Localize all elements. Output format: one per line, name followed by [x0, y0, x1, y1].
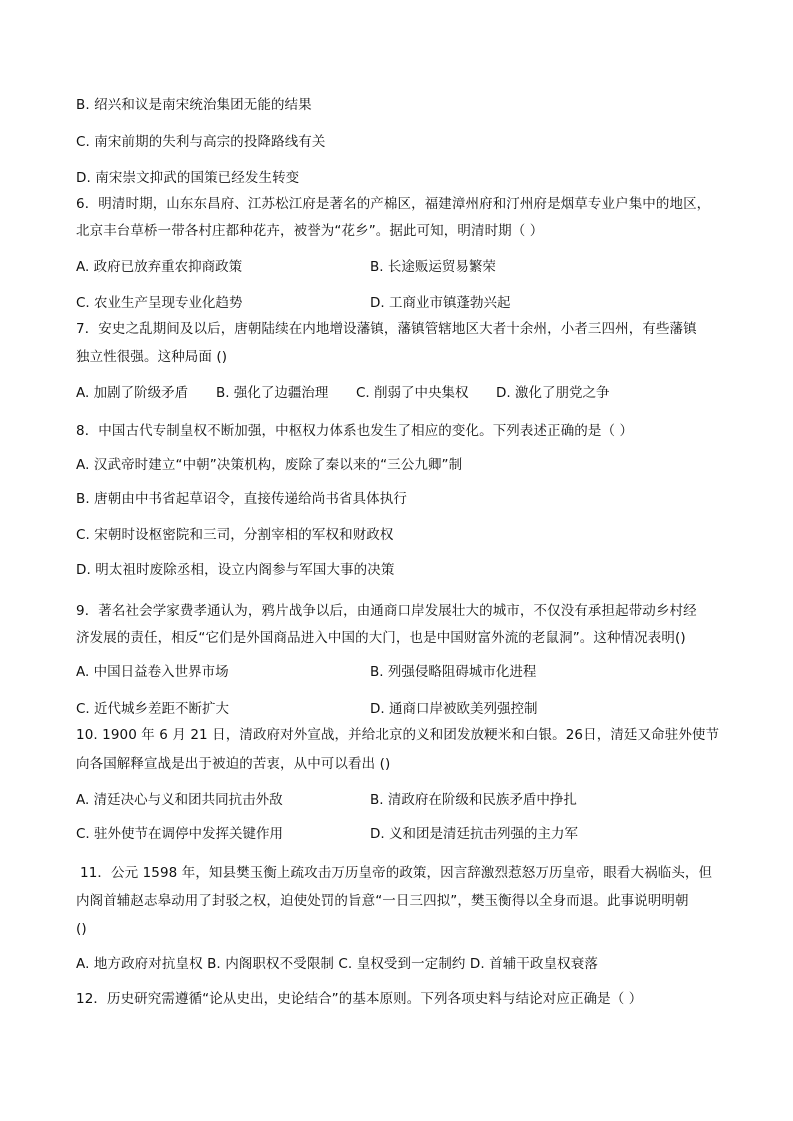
q11-stem-line-1: 11．公元 1598 年，知县樊玉衡上疏攻击万历皇帝的政策，因言辞激烈惹怒万历皇帝，眼看大祸临头，但	[80, 865, 713, 881]
q9-stem-line-1: 9．著名社会学家费孝通认为，鸦片战争以后，由通商口岸发展壮大的城市，不仅没有承担起带动乡村经	[76, 603, 697, 619]
q10-option-d: D. 义和团是清廷抗击列强的主力军	[370, 826, 578, 842]
q9-stem-line-2: 济发展的责任，相反“它们是外国商品进入中国的大门，也是中国财富外流的老鼠洞”。这种情况表明()	[76, 630, 686, 646]
q6-stem-line-2: 北京丰台草桥一带各村庄都种花卉，被誉为“花乡”。据此可知，明清时期（ ）	[76, 223, 544, 239]
q7-stem-line-2: 独立性很强。这种局面 ()	[76, 349, 228, 365]
q10-option-c: C. 驻外使节在调停中发挥关键作用	[76, 826, 284, 842]
q7-option-c: C. 削弱了中央集权	[356, 385, 469, 401]
q8-stem-line-1: 8．中国古代专制皇权不断加强，中枢权力体系也发生了相应的变化。下列表述正确的是（ ）	[76, 423, 634, 439]
q5-option-d: D. 南宋崇文抑武的国策已经发生转变	[76, 170, 300, 186]
q9-option-b: B. 列强侵略阻碍城市化进程	[370, 664, 537, 680]
q5-option-b: B. 绍兴和议是南宋统治集团无能的结果	[76, 97, 312, 113]
q8-option-d: D. 明太祖时废除丞相，设立内阁参与军国大事的决策	[76, 562, 395, 578]
q7-stem-line-1: 7．安史之乱期间及以后，唐朝陆续在内地增设藩镇，藩镇管辖地区大者十余州，小者三四州，有些藩镇	[76, 321, 697, 337]
q7-option-a: A. 加剧了阶级矛盾	[76, 385, 189, 401]
q6-stem-line-1: 6．明清时期，山东东昌府、江苏松江府是著名的产棉区，福建漳州府和汀州府是烟草专业户集中的地区，	[76, 196, 711, 212]
q6-option-a: A. 政府已放弃重农抑商政策	[76, 259, 243, 275]
q8-option-b: B. 唐朝由中书省起草诏令，直接传递给尚书省具体执行	[76, 491, 407, 507]
q5-option-c: C. 南宋前期的失利与高宗的投降路线有关	[76, 134, 326, 150]
q8-option-c: C. 宋朝时设枢密院和三司，分割宰相的军权和财政权	[76, 527, 394, 543]
q6-option-c: C. 农业生产呈现专业化趋势	[76, 295, 243, 311]
q9-option-a: A. 中国日益卷入世界市场	[76, 664, 229, 680]
q9-option-d: D. 通商口岸被欧美列强控制	[370, 701, 538, 717]
q10-option-b: B. 清政府在阶级和民族矛盾中挣扎	[370, 792, 577, 808]
q8-option-a: A. 汉武帝时建立“中朝”决策机构，废除了秦以来的“三公九卿”制	[76, 457, 463, 473]
q11-stem-line-3: ()	[76, 921, 87, 937]
q6-option-d: D. 工商业市镇蓬勃兴起	[370, 295, 511, 311]
q9-option-c: C. 近代城乡差距不断扩大	[76, 701, 230, 717]
q6-option-b: B. 长途贩运贸易繁荣	[370, 259, 496, 275]
q11-stem-line-2: 内阁首辅赵志皋动用了封驳之权，迫使处罚的旨意“一日三四拟”，樊玉衡得以全身而退。此事说明明朝	[76, 893, 689, 909]
q11-options: A. 地方政府对抗皇权 B. 内阁职权不受限制 C. 皇权受到一定制约 D. 首辅干政皇权衰落	[76, 956, 598, 972]
q12-stem-line-1: 12．历史研究需遵循“论从史出，史论结合”的基本原则。下列各项史料与结论对应正确是（ ）	[76, 991, 643, 1007]
q7-option-b: B. 强化了边疆治理	[216, 385, 329, 401]
q10-option-a: A. 清廷决心与义和团共同抗击外敌	[76, 792, 283, 808]
q10-stem-line-1: 10. 1900 年 6 月 21 日，清政府对外宣战，并给北京的义和团发放粳米和白银。26日，清廷又命驻外使节	[76, 727, 720, 743]
q10-stem-line-2: 向各国解释宣战是出于被迫的苦衷，从中可以看出 ()	[76, 756, 391, 772]
q7-option-d: D. 激化了朋党之争	[496, 385, 610, 401]
